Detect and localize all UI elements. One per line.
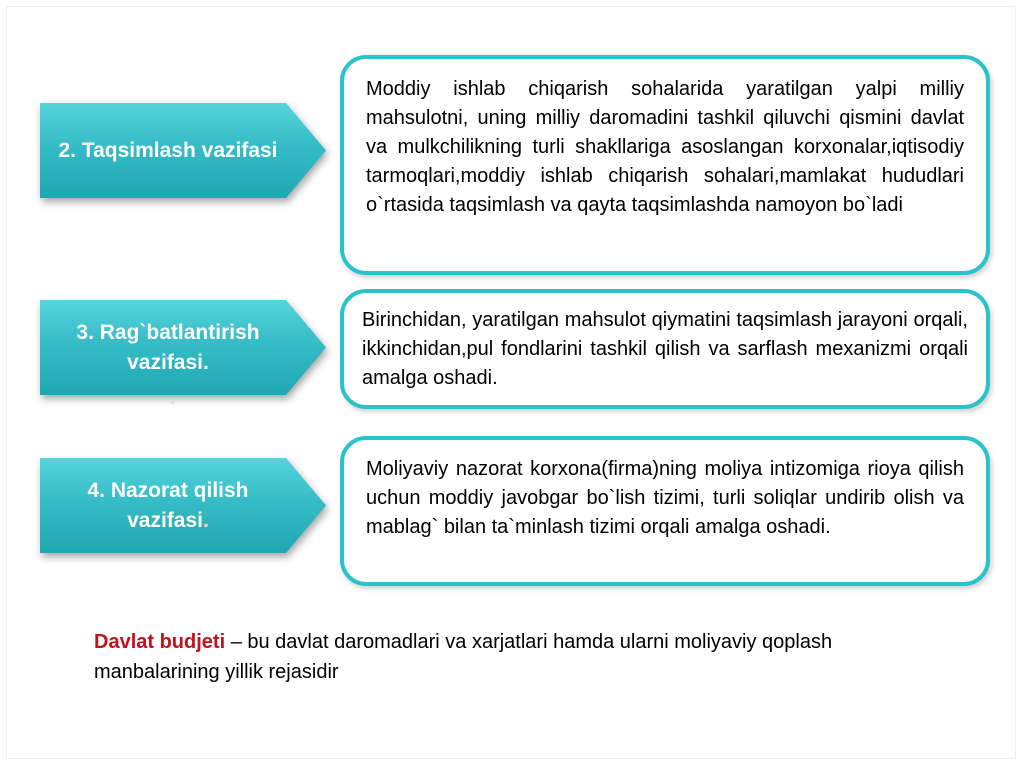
budget-definition [94,627,914,687]
function-tag-label-line1: 2. Taqsimlash vazifasi [58,138,278,162]
description-text: Moddiy ishlab chiqarish sohalarida yaratilgan yalpi milliy mahsulotni, uning milliy daromadini tashkil qiluvchi qismini davlat va mulkchilikning turli shakllariga asoslangan korxonalar,iqtisodiy tarmoqlari,moddiy ishlab chiqarish sohalari,mamlakat hududlari o`rtasida taqsimlash va qayta taqsimlashda namoyon bo`ladi [366,78,964,216]
function-tag-label-line2: vazifasi [127,508,204,532]
budget-definition-text: – bu davlat daromadlari va xarjatlari hamda ularni moliyaviy qoplash manbalarining yillik rejasidir [94,631,833,683]
function-tag-label-line1: 3. Rag`batlantirish [76,320,260,344]
description-text: Moliyaviy nazorat korxona(firma)ning moliya intizomiga rioya qilish uchun moddiy javobgar bo`lish tizimi, turli soliqlar undirib olish va mablag` bilan ta`minlash tizimi orqali amalga oshadi. [366,458,964,538]
function-tag-label-line2: vazifasi. [127,350,209,374]
function-tag-label [81,476,284,536]
description-box-control [340,436,990,586]
budget-term: Davlat budjeti [94,631,226,653]
description-box-incentive [340,289,990,409]
description-box-distribution [340,55,990,275]
stray-dot [171,401,174,404]
function-tag-label [52,136,313,166]
function-tag-label-suffix: . [203,508,209,532]
function-tag-incentive [40,300,326,395]
description-text: Birinchidan, yaratilgan mahsulot qiymatini taqsimlash jarayoni orqali, ikkinchidan,pul fondlarini tashkil qilish va sarflash mexanizmi orqali amalga oshadi. [362,309,968,389]
function-tag-control [40,458,326,553]
function-tag-label-line1: 4. Nazorat qilish [87,478,249,502]
function-tag-distribution [40,103,326,198]
function-tag-label [70,318,295,378]
